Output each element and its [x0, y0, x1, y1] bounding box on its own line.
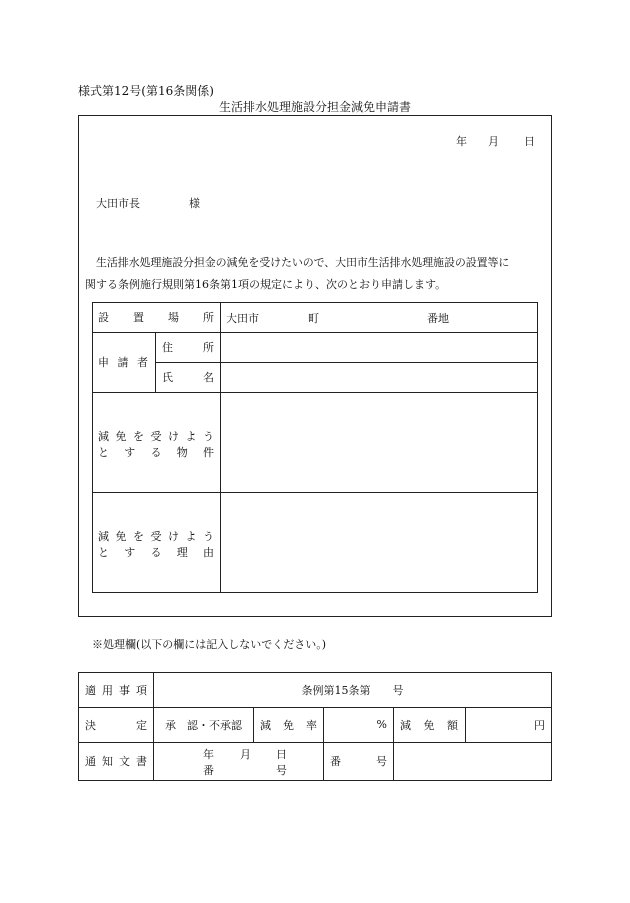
number-field[interactable]	[394, 743, 551, 780]
location-city: 大田市	[226, 312, 259, 325]
application-body-line1: 生活排水処理施設分担金の減免を受けたいので、大田市生活排水処理施設の設置等に	[96, 256, 510, 269]
approval-value: 承 認・不承認	[165, 718, 242, 732]
rate-unit: %	[376, 718, 387, 731]
date-month-label: 月	[488, 135, 499, 148]
processing-note: ※処理欄(以下の欄には記入しないでください。)	[92, 638, 327, 651]
applicant-label: 申 請 者	[98, 356, 148, 369]
applicable-label: 適 用 事 項	[85, 683, 147, 697]
form-title: 生活排水処理施設分担金減免申請書	[218, 100, 411, 114]
amount-unit: 円	[534, 718, 545, 732]
date-day-label: 日	[524, 135, 535, 148]
decision-label: 決 定	[85, 718, 147, 732]
notice-month-label: 月	[240, 748, 251, 761]
addressee-honorific: 様	[189, 197, 200, 210]
location-lot-label: 番地	[427, 312, 449, 325]
form-number: 様式第12号(第16条関係)	[78, 84, 214, 98]
application-body-line2: 関する条例施行規則第16条第1項の規定により、次のとおり申請します。	[85, 278, 447, 291]
name-label: 氏 名	[162, 371, 214, 384]
location-label: 設 置 場 所	[98, 311, 214, 324]
notice-label: 通 知 文 書	[85, 755, 147, 768]
reason-field[interactable]	[221, 493, 537, 592]
address-label: 住 所	[162, 341, 214, 354]
notice-year-label: 年	[203, 748, 214, 761]
number-label: 番 号	[330, 755, 387, 768]
address-field[interactable]	[221, 333, 537, 362]
notice-ban-label: 番	[203, 764, 214, 777]
location-town-label: 町	[308, 312, 319, 325]
rate-label: 減 免 率	[260, 718, 317, 732]
notice-day-label: 日	[276, 748, 287, 761]
notice-go-label: 号	[276, 764, 287, 777]
name-field[interactable]	[221, 363, 537, 392]
addressee-name: 大田市長	[96, 197, 140, 210]
date-year-label: 年	[456, 135, 467, 148]
applicable-value: 条例第15条第 号	[301, 683, 404, 697]
amount-label: 減 免 額	[400, 718, 458, 732]
property-field[interactable]	[221, 393, 537, 492]
